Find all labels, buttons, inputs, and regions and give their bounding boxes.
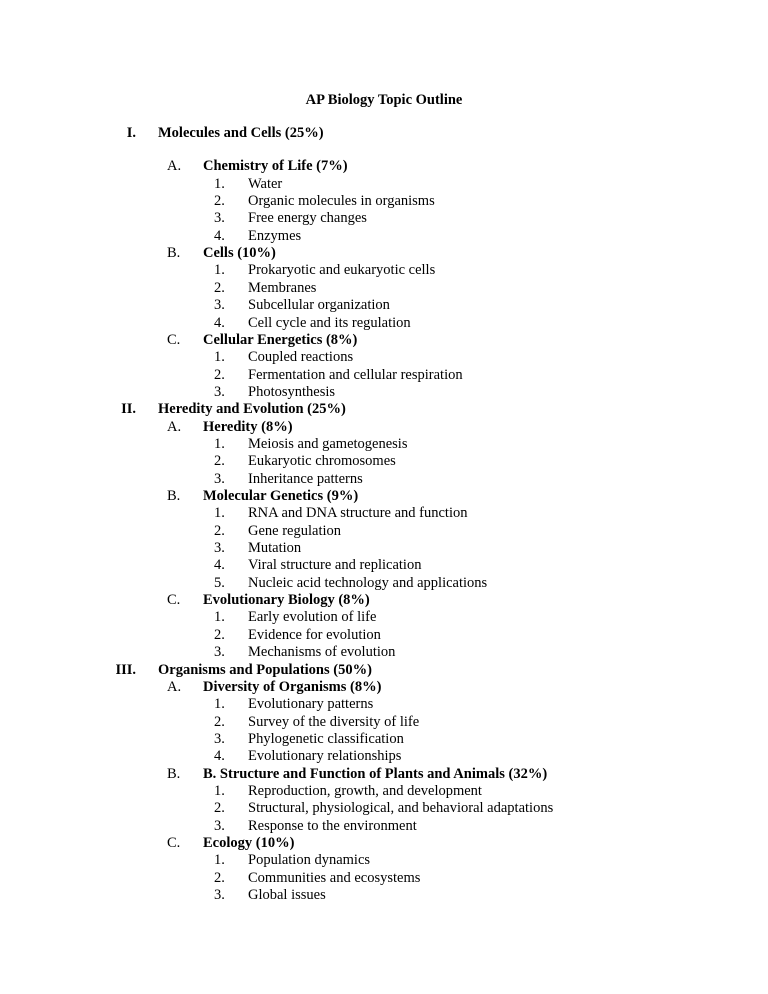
- list-item-text: Mutation: [248, 540, 302, 557]
- list-item-text: Response to the environment: [248, 817, 417, 834]
- section-numeral: II.: [121, 401, 136, 418]
- list-item-text: Organic molecules in organisms: [248, 193, 435, 210]
- list-item-text: Evidence for evolution: [248, 626, 381, 643]
- section-heading: Molecules and Cells (25%): [158, 125, 324, 141]
- list-item-text: Structural, physiological, and behavioral adaptations: [248, 800, 554, 817]
- subsection-letter: B.: [167, 488, 181, 504]
- list-item-number: 3.: [214, 730, 225, 747]
- list-item-text: Water: [248, 175, 283, 192]
- list-item-number: 1.: [214, 349, 225, 366]
- list-item-text: Viral structure and replication: [248, 557, 422, 574]
- list-item-text: Early evolution of life: [248, 609, 377, 626]
- list-item-number: 2.: [214, 713, 225, 730]
- list-item-number: 2.: [214, 800, 225, 817]
- list-item-text: Subcellular organization: [248, 297, 390, 314]
- list-item-text: Meiosis and gametogenesis: [248, 435, 408, 452]
- list-item-text: Cell cycle and its regulation: [248, 314, 411, 331]
- list-item-number: 1.: [214, 262, 225, 279]
- list-item-number: 1.: [214, 782, 225, 799]
- page-title: AP Biology Topic Outline: [305, 92, 463, 108]
- list-item-text: RNA and DNA structure and function: [248, 505, 468, 522]
- section-numeral: I.: [126, 125, 136, 141]
- subsection-letter: A.: [167, 678, 182, 695]
- list-item-text: Coupled reactions: [248, 349, 354, 366]
- subsection-heading: Ecology (10%): [203, 835, 295, 851]
- list-item-number: 1.: [214, 696, 225, 713]
- list-item-text: Prokaryotic and eukaryotic cells: [248, 262, 436, 279]
- list-item-number: 5.: [214, 574, 225, 591]
- list-item-number: 1.: [214, 505, 225, 522]
- subsection-letter: A.: [167, 158, 182, 175]
- list-item-number: 2.: [214, 626, 225, 643]
- list-item-number: 4.: [214, 227, 225, 244]
- subsection-heading: Chemistry of Life (7%): [203, 158, 348, 175]
- list-item-number: 3.: [214, 644, 225, 661]
- subsection-heading: Molecular Genetics (9%): [203, 488, 359, 504]
- list-item-text: Phylogenetic classification: [248, 730, 404, 747]
- list-item-text: Membranes: [248, 279, 317, 296]
- list-item-number: 2.: [214, 193, 225, 210]
- section-heading: Heredity and Evolution (25%): [158, 401, 346, 418]
- subsection-heading: Diversity of Organisms (8%): [203, 678, 382, 695]
- list-item-text: Nucleic acid technology and applications: [248, 574, 488, 591]
- list-item-text: Eukaryotic chromosomes: [248, 453, 396, 470]
- list-item-number: 2.: [214, 279, 225, 296]
- list-item-number: 3.: [214, 297, 225, 314]
- list-item-text: Mechanisms of evolution: [248, 644, 396, 661]
- list-item-number: 1.: [214, 435, 225, 452]
- list-item-number: 2.: [214, 366, 225, 383]
- subsection-letter: C.: [167, 592, 181, 609]
- subsection-letter: A.: [167, 418, 182, 435]
- list-item-number: 3.: [214, 210, 225, 227]
- subsection-heading: Evolutionary Biology (8%): [203, 592, 370, 609]
- list-item-number: 1.: [214, 609, 225, 626]
- list-item-text: Reproduction, growth, and development: [248, 782, 482, 799]
- subsection-letter: C.: [167, 835, 181, 851]
- list-item-text: Population dynamics: [248, 852, 371, 869]
- list-item-text: Photosynthesis: [248, 383, 336, 400]
- list-item-number: 3.: [214, 383, 225, 400]
- list-item-number: 3.: [214, 887, 225, 904]
- list-item-text: Global issues: [248, 887, 326, 904]
- list-item-number: 3.: [214, 817, 225, 834]
- subsection-letter: B.: [167, 765, 181, 782]
- list-item-text: Gene regulation: [248, 522, 342, 539]
- list-item-number: 4.: [214, 557, 225, 574]
- list-item-text: Survey of the diversity of life: [248, 713, 420, 730]
- section-numeral: III.: [115, 661, 136, 678]
- list-item-number: 4.: [214, 748, 225, 765]
- list-item-number: 2.: [214, 453, 225, 470]
- subsection-heading: B. Structure and Function of Plants and Animals (32%): [203, 765, 548, 782]
- subsection-heading: Heredity (8%): [203, 418, 293, 435]
- list-item-text: Communities and ecosystems: [248, 869, 421, 886]
- list-item-text: Evolutionary patterns: [248, 696, 374, 713]
- section-heading: Organisms and Populations (50%): [158, 661, 372, 678]
- list-item-text: Evolutionary relationships: [248, 748, 402, 765]
- list-item-text: Inheritance patterns: [248, 470, 363, 487]
- list-item-number: 4.: [214, 314, 225, 331]
- subsection-letter: B.: [167, 245, 181, 262]
- list-item-number: 3.: [214, 470, 225, 487]
- list-item-text: Free energy changes: [248, 210, 367, 227]
- list-item-number: 2.: [214, 522, 225, 539]
- list-item-number: 2.: [214, 869, 225, 886]
- subsection-heading: Cells (10%): [203, 245, 276, 262]
- list-item-number: 1.: [214, 852, 225, 869]
- list-item-text: Enzymes: [248, 227, 302, 244]
- subsection-heading: Cellular Energetics (8%): [203, 331, 358, 348]
- list-item-number: 3.: [214, 540, 225, 557]
- list-item-text: Fermentation and cellular respiration: [248, 366, 463, 383]
- list-item-number: 1.: [214, 175, 225, 192]
- subsection-letter: C.: [167, 331, 181, 348]
